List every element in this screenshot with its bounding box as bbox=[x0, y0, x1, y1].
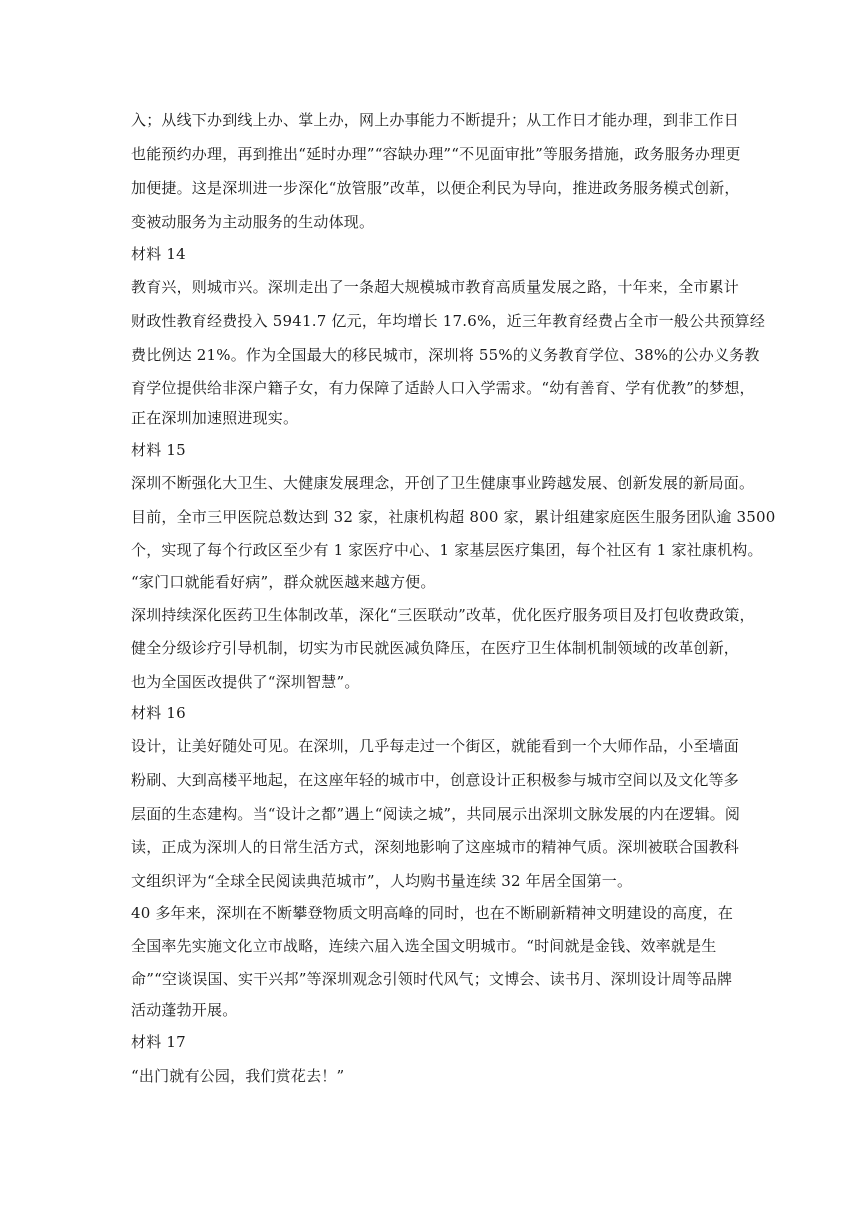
paragraph-line: 深圳持续深化医药卫生体制改革，深化“三医联动”改革，优化医疗服务项目及打包收费政策， bbox=[131, 606, 755, 624]
paragraph-line: 加便捷。这是深圳进一步深化“放管服”改革，以便企利民为导向，推进政务服务模式创新， bbox=[131, 179, 740, 197]
material-heading: 材料 15 bbox=[131, 441, 186, 459]
material-heading: 材料 16 bbox=[131, 704, 186, 722]
paragraph-line: 目前，全市三甲医院总数达到 32 家，社康机构超 800 家，累计组建家庭医生服务团队逾 3500 bbox=[131, 508, 776, 526]
paragraph-line: 全国率先实施文化立市战略，连续六届入选全国文明城市。“时间就是金钱、效率就是生 bbox=[131, 937, 717, 955]
paragraph-line: 也能预约办理，再到推出“延时办理”“容缺办理”“不见面审批”等服务措施，政务服务办理更 bbox=[131, 145, 741, 163]
paragraph-line: 正在深圳加速照进现实。 bbox=[131, 409, 299, 427]
paragraph-line: 读，正成为深圳人的日常生活方式，深刻地影响了这座城市的精神气质。深圳被联合国教科 bbox=[131, 838, 740, 856]
paragraph-line: 文组织评为“全球全民阅读典范城市”，人均购书量连续 32 年居全国第一。 bbox=[131, 872, 633, 890]
paragraph-line: 设计，让美好随处可见。在深圳，几乎每走过一个街区，就能看到一个大师作品，小至墙面 bbox=[131, 737, 740, 755]
paragraph-line: 育学位提供给非深户籍子女，有力保障了适龄人口入学需求。“幼有善育、学有优教”的梦想， bbox=[131, 379, 755, 397]
paragraph-line: 40 多年来，深圳在不断攀登物质文明高峰的同时，也在不断刷新精神文明建设的高度，在 bbox=[131, 904, 734, 922]
paragraph-line: “家门口就能看好病”，群众就医越来越方便。 bbox=[131, 573, 436, 591]
paragraph-line: 教育兴，则城市兴。深圳走出了一条超大规模城市教育高质量发展之路，十年来，全市累计 bbox=[131, 278, 740, 296]
paragraph-line: 费比例达 21%。作为全国最大的移民城市，深圳将 55%的义务教育学位、38%的公办义务教 bbox=[131, 346, 760, 364]
paragraph-line: 变被动服务为主动服务的生动体现。 bbox=[131, 213, 375, 231]
paragraph-line: 层面的生态建构。当“设计之都”遇上“阅读之城”，共同展示出深圳文脉发展的内在逻辑。阅 bbox=[131, 805, 741, 823]
paragraph-line: “出门就有公园，我们赏花去！” bbox=[131, 1067, 345, 1085]
material-heading: 材料 14 bbox=[131, 245, 186, 263]
paragraph-line: 健全分级诊疗引导机制，切实为市民就医减负降压，在医疗卫生体制机制领域的改革创新， bbox=[131, 639, 740, 657]
paragraph-line: 个，实现了每个行政区至少有 1 家医疗中心、1 家基层医疗集团，每个社区有 1 家社康机构。 bbox=[131, 541, 763, 559]
paragraph-line: 活动蓬勃开展。 bbox=[131, 1001, 238, 1019]
paragraph-line: 入；从线下办到线上办、掌上办，网上办事能力不断提升；从工作日才能办理，到非工作日 bbox=[131, 111, 740, 129]
paragraph-line: 命”“空谈误国、实干兴邦”等深圳观念引领时代风气；文博会、读书月、深圳设计周等品牌 bbox=[131, 970, 733, 988]
paragraph-line: 财政性教育经费投入 5941.7 亿元，年均增长 17.6%，近三年教育经费占全市一般公共预算经 bbox=[131, 312, 766, 330]
material-heading: 材料 17 bbox=[131, 1033, 186, 1051]
paragraph-line: 粉刷、大到高楼平地起，在这座年轻的城市中，创意设计正积极参与城市空间以及文化等多 bbox=[131, 771, 740, 789]
paragraph-line: 也为全国医改提供了“深圳智慧”。 bbox=[131, 673, 360, 691]
paragraph-line: 深圳不断强化大卫生、大健康发展理念，开创了卫生健康事业跨越发展、创新发展的新局面。 bbox=[131, 474, 755, 492]
